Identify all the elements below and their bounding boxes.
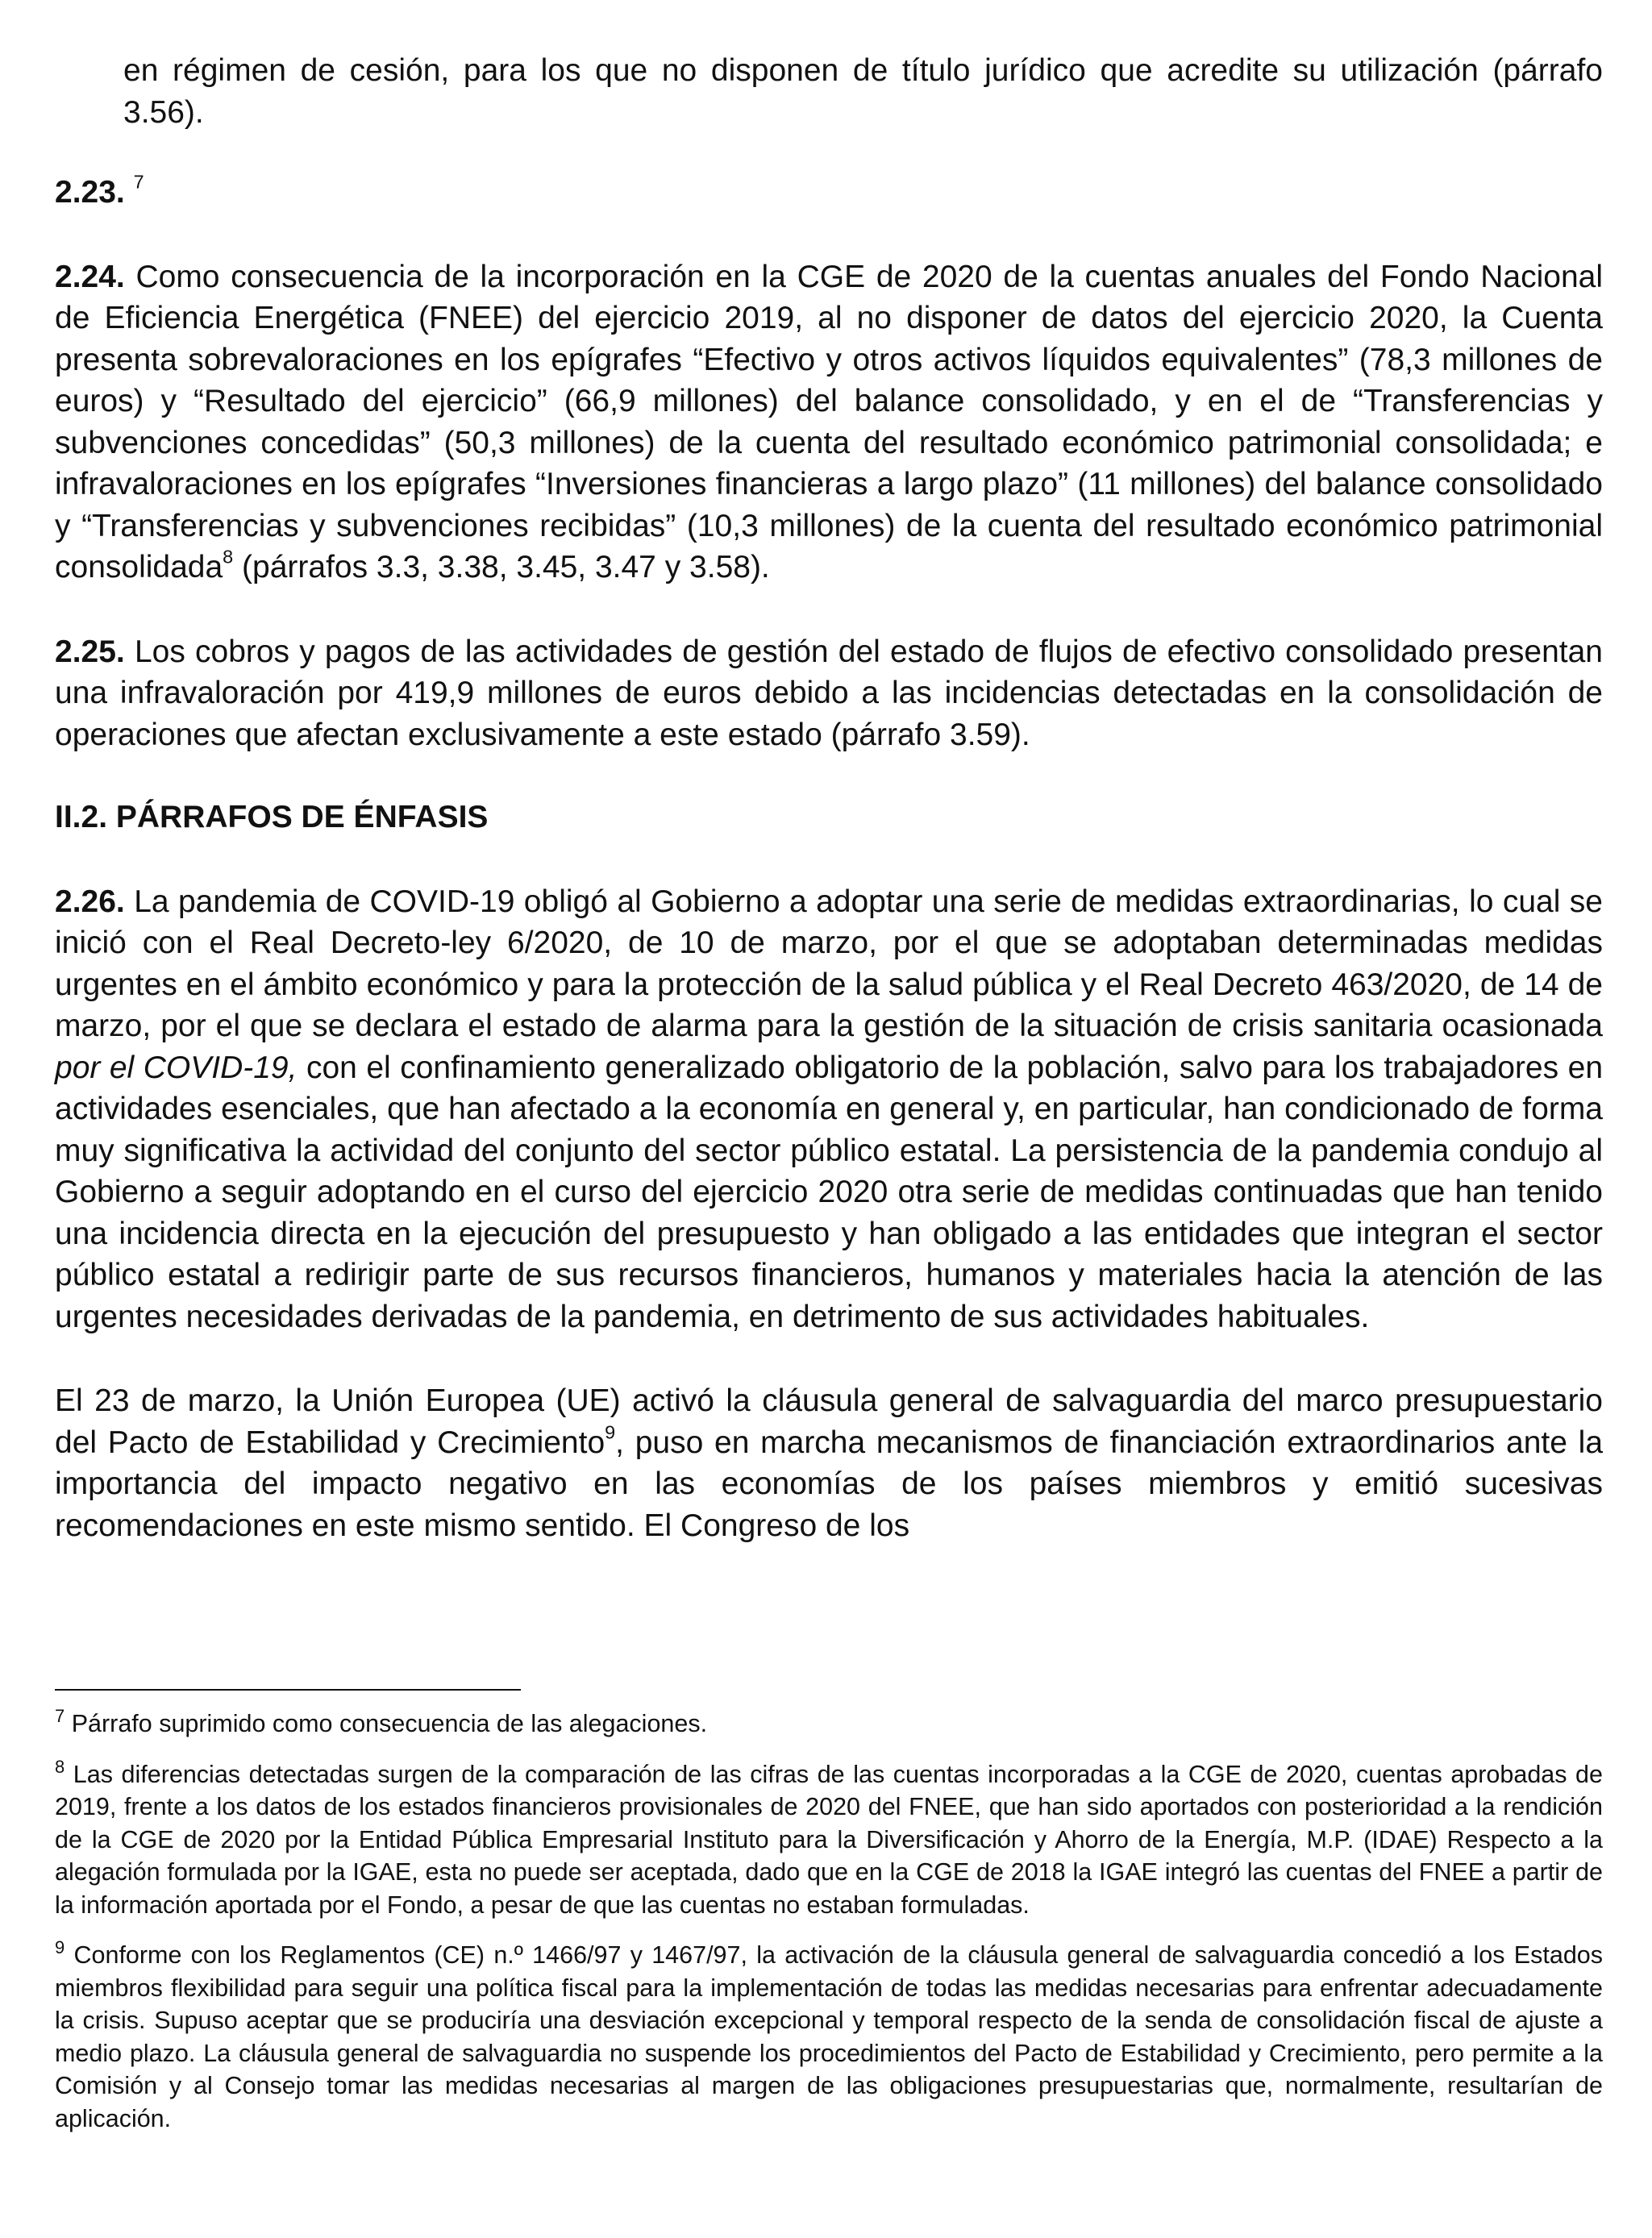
paragraph-2-26 [55,881,1603,1338]
footnote-number: 7 [55,1705,65,1726]
footnote-ref-7[interactable]: 7 [133,171,144,193]
document-body [55,50,1603,1546]
footnote-ref-9[interactable]: 9 [605,1421,616,1442]
footnote-separator [55,1689,521,1691]
paragraph-number: 2.25. [55,634,125,669]
paragraph-text: Como consecuencia de la incorporación en la CGE de 2020 de la cuentas anuales del Fondo Nacional de Eficiencia Energética (FNEE) del ejercicio 2019, al no disponer de datos del ejercicio 2020, la Cuenta presenta sobrevaloraciones en los epígrafes “Efectivo y otros activos líquidos equivalentes” (78,3 millones de euros) y “Resultado del ejercicio” (66,9 millones) del balance consolidado, y en el de “Transferencias y subvenciones concedidas” (50,3 millones) de la cuenta del resultado económico patrimonial consolidada; e infravaloraciones en los epígrafes “Inversiones financieras a largo plazo” (11 millones) del balance consolidado y “Transferencias y subvenciones recibidas” (10,3 millones) de la cuenta del resultado económico patrimonial consolidada [55,259,1603,584]
paragraph-text: La pandemia de COVID-19 obligó al Gobierno a adoptar una serie de medidas extraordinarias, lo cual se inició con el Real Decreto-ley 6/2020, de 10 de marzo, por el que se adoptaban determinadas medidas urgentes en el ámbito económico y para la protección de la salud pública y el Real Decreto 463/2020, de 14 de marzo, por el que se declara el estado de alarma para la gestión de la situación de crisis sanitaria ocasionada [55,884,1603,1043]
footnotes [55,1705,1603,2153]
section-heading: II.2. PÁRRAFOS DE ÉNFASIS [55,800,489,834]
footnote-text: Conforme con los Reglamentos (CE) n.º 1466/97 y 1467/97, la activación de la cláusula general de salvaguardia concedió a los Estados miembros flexibilidad para seguir una política fiscal para la implementación de todas las medidas necesarias para enfrentar adecuadamente la crisis. Supuso aceptar que se produciría una desviación excepcional y temporal respecto de la senda de consolidación fiscal de ajuste a medio plazo. La cláusula general de salvaguardia no suspende los procedimientos del Pacto de Estabilidad y Crecimiento, pero permite a la Comisión y al Consejo tomar las medidas necesarias al margen de las obligaciones presupuestarias que, normalmente, resultarían de aplicación. [55,1941,1603,2132]
paragraph-number: 2.26. [55,884,125,919]
footnote-number: 8 [55,1756,65,1777]
paragraph-text: El 23 de marzo, la Unión Europea (UE) activó la cláusula general de salvaguardia del marco presupuestario del Pacto de Estabilidad y Crecimiento [55,1383,1603,1460]
continued-paragraph [55,50,1603,133]
footnote-text: Las diferencias detectadas surgen de la comparación de las cifras de las cuentas incorporadas a la CGE de 2020, cuentas aprobadas de 2019, frente a los datos de los estados financieros provisionales de 2020 del FNEE, que han sido aportados con posterioridad a la rendición de la CGE de 2020 por la Entidad Pública Empresarial Instituto para la Diversificación y Ahorro de la Energía, M.P. (IDAE) Respecto a la alegación formulada por la IGAE, esta no puede ser aceptada, dado que en la CGE de 2018 la IGAE integró las cuentas del FNEE a partir de la información aportada por el Fondo, a pesar de que las cuentas no estaban formuladas. [55,1760,1603,1919]
paragraph-2-23 [55,172,1603,214]
paragraph-number: 2.24. [55,259,125,294]
footnote-7 [55,1705,1603,1741]
paragraph-2-24 [55,256,1603,589]
footnote-text: Párrafo suprimido como consecuencia de las alegaciones. [71,1710,708,1737]
footnote-number: 9 [55,1936,65,1957]
footnote-9 [55,1936,1603,2135]
footnote-8 [55,1758,1603,1922]
paragraph-text-tail: (párrafos 3.3, 3.38, 3.45, 3.47 y 3.58). [242,550,770,584]
paragraph-2-25 [55,631,1603,756]
paragraph-text-continued: con el confinamiento generalizado obligatorio de la población, salvo para los trabajadores en actividades esenciales, que han afectado a la economía en general y, en particular, han condicionado de forma muy significativa la actividad del conjunto del sector público estatal. La persistencia de la pandemia condujo al Gobierno a seguir adoptando en el curso del ejercicio 2020 otra serie de medidas continuadas que han tenido una incidencia directa en la ejecución del presupuesto y han obligado a las entidades que integran el sector público estatal a redirigir parte de sus recursos financieros, humanos y materiales hacia la atención de las urgentes necesidades derivadas de la pandemia, en detrimento de sus actividades habituales. [55,1050,1604,1334]
paragraph-number: 2.23. [55,175,125,210]
paragraph-text: Los cobros y pagos de las actividades de gestión del estado de flujos de efectivo consolidado presentan una infravaloración por 419,9 millones de euros debido a las incidencias detectadas en la consolidación de operaciones que afectan exclusivamente a este estado (párrafo 3.59). [55,634,1603,752]
footnote-ref-8[interactable]: 8 [223,546,234,568]
paragraph-text-tail: , puso en marcha mecanismos de financiación extraordinarios ante la importancia del impacto negativo en las economías de los países miembros y emitió sucesivas recomendaciones en este mismo sentido. El Congreso de los [55,1425,1604,1543]
continued-paragraph-text: en régimen de cesión, para los que no disponen de título jurídico que acredite su utilización (párrafo 3.56). [123,53,1603,130]
paragraph-eu [55,1380,1603,1546]
paragraph-italic-text: por el COVID-19, [55,1050,298,1085]
